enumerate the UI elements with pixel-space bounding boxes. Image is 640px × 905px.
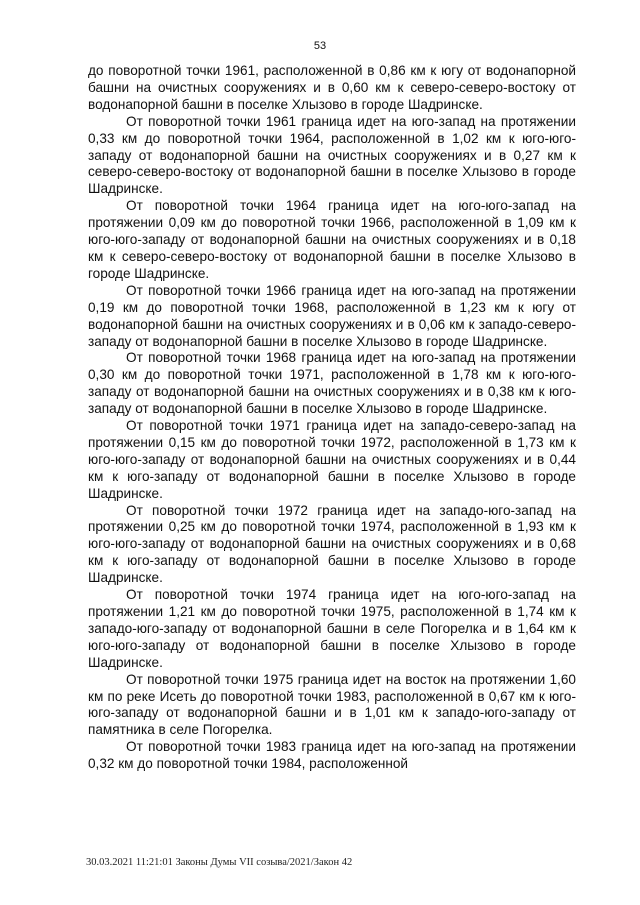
document-body (88, 63, 576, 773)
paragraph-point-1968: От поворотной точки 1968 граница идет на юго-запад на протяжении 0,30 км до поворотной точки 1971, расположенной в 1,78 км к юго-юго-западу от водонапорной башни на очистных сооружениях и в 0,38 км к юго-западу от водонапорной башни в поселке Хлызово в городе Шадринске. (88, 350, 576, 417)
paragraph-point-1966: От поворотной точки 1966 граница идет на юго-запад на протяжении 0,19 км до поворотной точки 1968, расположенной в 1,23 км к югу от водонапорной башни на очистных сооружениях и в 0,06 км к западо-северо-западу от водонапорной башни в поселке Хлызово в городе Шадринске. (88, 282, 576, 349)
paragraph-point-1974: От поворотной точки 1974 граница идет на юго-юго-запад на протяжении 1,21 км до поворотной точки 1975, расположенной в 1,74 км к западо-юго-западу от водонапорной башни в селе Погорелка и в 1,64 км к юго-юго-западу от водонапорной башни в поселке Хлызово в городе Шадринске. (88, 587, 576, 670)
paragraph-point-1961: От поворотной точки 1961 граница идет на юго-запад на протяжении 0,33 км до поворотной точки 1964, расположенной в 1,02 км к юго-юго-западу от водонапорной башни на очистных сооружениях и в 0,27 км к северо-северо-востоку от водонапорной башни в поселке Хлызово в городе Шадринске. (88, 113, 576, 197)
paragraph-point-1972: От поворотной точки 1972 граница идет на западо-юго-запад на протяжении 0,25 км до поворотной точки 1974, расположенной в 1,93 км к юго-юго-западу от водонапорной башни на очистных сооружениях и в 0,68 км к юго-западу от водонапорной башни в поселке Хлызово в городе Шадринске. (88, 502, 576, 586)
document-footer: 30.03.2021 11:21:01 Законы Думы VII созыва/2021/Закон 42 (86, 857, 353, 868)
paragraph-point-1975: От поворотной точки 1975 граница идет на восток на протяжении 1,60 км по реке Исеть до поворотной точки 1983, расположенной в 0,67 км к юго-юго-западу от водонапорной башни и в 1,01 км к западо-юго-западу от памятника в селе Погорелка. (88, 671, 576, 738)
paragraph-continuation: до поворотной точки 1961, расположенной в 0,86 км к югу от водонапорной башни на очистных сооружениях и в 0,60 км к северо-северо-востоку от водонапорной башни в поселке Хлызово в городе Шадринске. (88, 63, 576, 112)
page-number: 53 (313, 40, 327, 52)
paragraph-point-1964: От поворотной точки 1964 граница идет на юго-юго-запад на протяжении 0,09 км до поворотной точки 1966, расположенной в 1,09 км к юго-юго-западу от водонапорной башни на очистных сооружениях и в 0,18 км к северо-северо-востоку от водонапорной башни в поселке Хлызово в городе Шадринске. (88, 198, 576, 281)
paragraph-point-1971: От поворотной точки 1971 граница идет на западо-северо-запад на протяжении 0,15 км до поворотной точки 1972, расположенной в 1,73 км к юго-юго-западу от водонапорной башни на очистных сооружениях и в 0,44 км к юго-западу от водонапорной башни в поселке Хлызово в городе Шадринске. (88, 418, 576, 501)
paragraph-point-1983: От поворотной точки 1983 граница идет на юго-запад на протяжении 0,32 км до поворотной точки 1984, расположенной (88, 739, 576, 772)
